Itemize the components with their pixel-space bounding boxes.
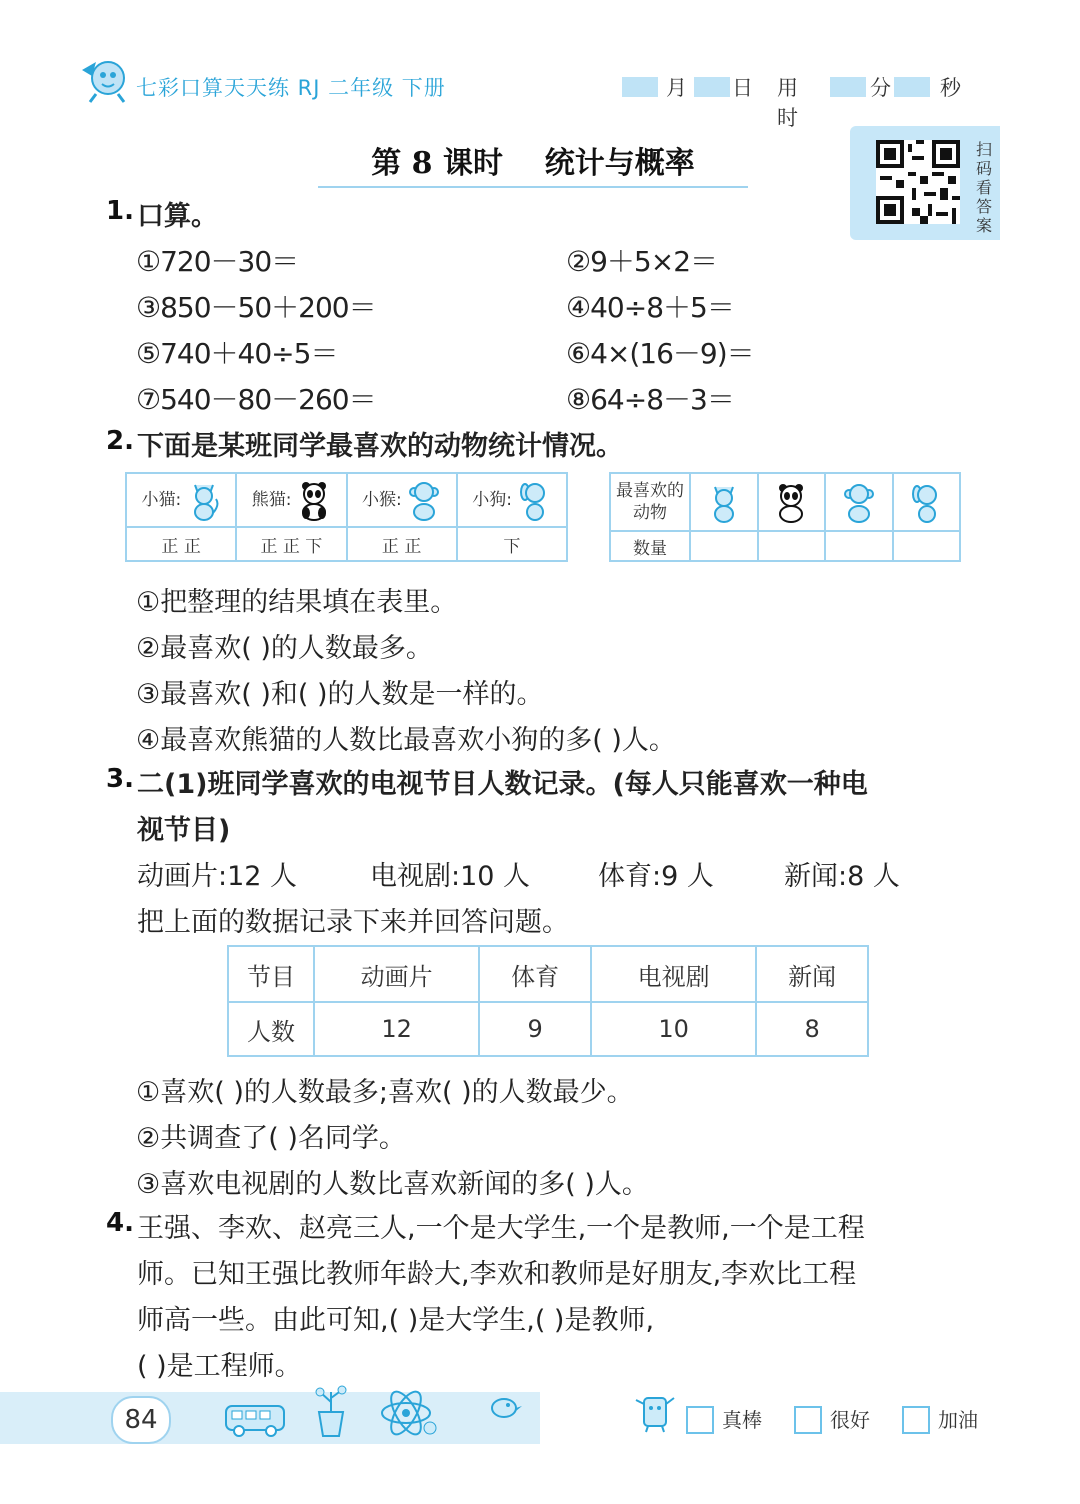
tv-count-sports: 9	[479, 1002, 591, 1056]
q1-item-5: ⑤740＋40÷5＝	[136, 337, 338, 370]
tally-label-dog: 小狗:	[472, 490, 513, 510]
month-label: 月	[666, 76, 687, 100]
minute-label: 分	[870, 76, 891, 100]
q3-sub-3: ③喜欢电视剧的人数比喜欢新闻的多( )人。	[136, 1169, 649, 1200]
tv-program-table	[227, 945, 869, 1057]
q1-number: 1.	[106, 196, 134, 226]
animal-count-table	[609, 472, 961, 562]
monkey-icon	[842, 480, 876, 524]
atom-icon	[378, 1388, 438, 1438]
q4-line-2: 师。已知王强比教师年龄大,李欢和教师是好朋友,李欢比工程	[137, 1259, 857, 1290]
panda-icon	[774, 480, 808, 524]
q3-number: 3.	[106, 764, 134, 794]
minute-field[interactable]	[830, 77, 866, 97]
answer-cell-cat[interactable]	[690, 531, 758, 561]
answer-cell-panda[interactable]	[758, 531, 826, 561]
tv-header-1: 动画片	[314, 946, 479, 1002]
rating-great-label: 真棒	[722, 1408, 762, 1432]
bus-icon	[224, 1402, 288, 1438]
q3-sub-2: ②共调查了( )名同学。	[136, 1123, 406, 1154]
tally-label-monkey: 小猴:	[362, 490, 402, 510]
tv-header-3: 电视剧	[591, 946, 756, 1002]
animal-header-monkey	[825, 473, 893, 531]
tally-marks-panda: 正 正 下	[236, 527, 346, 561]
tally-marks-cat: 正 正	[126, 527, 236, 561]
bird-icon	[484, 1392, 524, 1422]
panda-icon	[297, 479, 331, 521]
rating-good-checkbox[interactable]	[794, 1406, 822, 1434]
q3-record-3: 体育:9 人	[598, 861, 714, 892]
tally-cell-monkey	[347, 473, 457, 527]
tally-label-panda: 熊猫:	[251, 490, 292, 510]
q1-item-1: ①720－30＝	[136, 245, 299, 278]
q2-sub-3: ③最喜欢( )和( )的人数是一样的。	[136, 679, 544, 710]
tv-row-label: 人数	[228, 1002, 314, 1056]
rating-great-checkbox[interactable]	[686, 1406, 714, 1434]
q4-number: 4.	[106, 1208, 134, 1238]
q4-line-3: 师高一些。由此可知,( )是大学生,( )是教师,	[137, 1305, 655, 1336]
q1-item-7: ⑦540－80－260＝	[136, 383, 376, 416]
tv-header-4: 新闻	[756, 946, 868, 1002]
q2-number: 2.	[106, 426, 134, 456]
series-title: 七彩口算天天练 RJ 二年级 下册	[136, 76, 446, 100]
q1-item-6: ⑥4×(16－9)＝	[566, 337, 754, 370]
plant-icon	[306, 1382, 356, 1440]
dog-icon	[517, 479, 551, 521]
q2-sub-1: ①把整理的结果填在表里。	[136, 587, 458, 618]
answer-cell-dog[interactable]	[893, 531, 961, 561]
q1-title: 口算。	[137, 201, 218, 232]
monkey-icon	[407, 479, 441, 521]
animal-header-panda	[758, 473, 826, 531]
animal-header-cat	[690, 473, 758, 531]
tally-marks-dog: 下	[457, 527, 567, 561]
answer-cell-monkey[interactable]	[825, 531, 893, 561]
lesson-title: 第 8 课时 统计与概率	[371, 146, 695, 181]
second-field[interactable]	[894, 77, 930, 97]
cat-icon	[707, 480, 741, 524]
q3-title-line2: 视节目)	[137, 815, 231, 846]
time-used-label: 用时	[777, 76, 798, 130]
tv-header-0: 节目	[228, 946, 314, 1002]
q4-line-1: 王强、李欢、赵亮三人,一个是大学生,一个是教师,一个是工程	[137, 1213, 865, 1244]
q2-title: 下面是某班同学最喜欢的动物统计情况。	[137, 431, 623, 462]
q2-sub-4: ④最喜欢熊猫的人数比最喜欢小狗的多( )人。	[136, 725, 676, 756]
month-field[interactable]	[622, 77, 658, 97]
q1-item-3: ③850－50＋200＝	[136, 291, 376, 324]
second-label: 秒	[940, 76, 961, 100]
animal-count-label: 数量	[610, 531, 690, 561]
q3-sub-1: ①喜欢( )的人数最多;喜欢( )的人数最少。	[136, 1077, 634, 1108]
q2-sub-2: ②最喜欢( )的人数最多。	[136, 633, 433, 664]
tally-cell-dog	[457, 473, 567, 527]
rating-keep-trying-label: 加油	[938, 1408, 978, 1432]
tally-label-cat: 小猫:	[141, 490, 182, 510]
q1-item-8: ⑧64÷8－3＝	[566, 383, 734, 416]
rating-keep-trying-checkbox[interactable]	[902, 1406, 930, 1434]
tally-table	[125, 472, 568, 562]
tv-count-drama: 10	[591, 1002, 756, 1056]
tally-cell-cat	[126, 473, 236, 527]
tv-count-news: 8	[756, 1002, 868, 1056]
day-field[interactable]	[694, 77, 730, 97]
rating-good-label: 很好	[830, 1408, 870, 1432]
rating-mascot-icon	[632, 1390, 678, 1434]
qr-code-icon[interactable]	[876, 140, 960, 224]
tally-cell-panda	[236, 473, 346, 527]
q1-item-2: ②9＋5×2＝	[566, 245, 718, 278]
title-underline	[318, 186, 748, 188]
page-number: 84	[111, 1396, 171, 1444]
q3-record-4: 新闻:8 人	[784, 861, 900, 892]
q3-record-2: 电视剧:10 人	[370, 861, 531, 892]
tally-marks-monkey: 正 正	[347, 527, 457, 561]
q1-item-4: ④40÷8＋5＝	[566, 291, 734, 324]
q3-title-line1: 二(1)班同学喜欢的电视节目人数记录。(每人只能喜欢一种电	[137, 769, 868, 800]
scan-for-answers-label: 扫码看答案	[975, 140, 992, 235]
animal-header-dog	[893, 473, 961, 531]
cat-icon	[187, 479, 221, 521]
mascot-icon	[74, 54, 134, 104]
dog-icon	[909, 480, 943, 524]
q3-record-1: 动画片:12 人	[137, 861, 298, 892]
q3-instruction: 把上面的数据记录下来并回答问题。	[137, 907, 569, 938]
day-label: 日	[732, 76, 753, 100]
tv-header-2: 体育	[479, 946, 591, 1002]
animal-table-header: 最喜欢的动物	[610, 473, 690, 531]
tv-count-cartoon: 12	[314, 1002, 479, 1056]
q4-line-4: ( )是工程师。	[137, 1351, 302, 1382]
